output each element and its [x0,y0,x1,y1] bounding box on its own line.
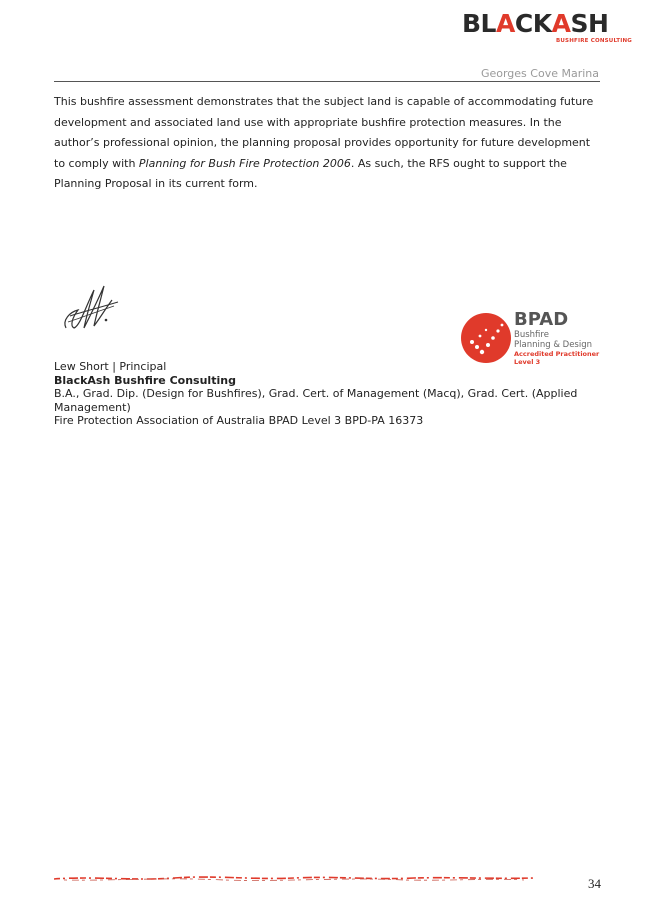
author-block [54,360,599,428]
author-name: Lew Short | Principal [54,360,167,373]
footer-ember-strip [54,872,534,884]
bpad-line-bushfire: Bushfire [514,330,549,340]
page-number: 34 [588,876,601,891]
author-accreditation: Fire Protection Association of Australia BPAD Level 3 BPD-PA 16373 [54,414,424,427]
header-divider [54,81,600,82]
logo-wordmark: BLACKASH [462,9,609,38]
bpad-emblem-icon [460,312,512,364]
signature-image [60,276,122,336]
conclusion-paragraph: This bushfire assessment demonstrates that the subject land is capable of accommodating future development and associated land use with appropriate bushfire protection measures. In the author’s professional opinion, the planning proposal provides opportunity for future development to comply with Planning for Bush Fire Protection 2006. As such, the RFS ought to support the Planning Proposal in its current form. [54,95,594,190]
logo-tagline: BUSHFIRE CONSULTING [556,38,632,44]
bpad-line-planning: Planning & Design [514,340,592,350]
bpad-line-accredited: Accredited Practitioner [514,350,600,358]
bpad-title: BPAD [514,309,569,330]
author-company: BlackAsh Bushfire Consulting [54,373,236,387]
document-header-title: Georges Cove Marina [480,67,599,80]
blackash-logo [462,10,634,46]
author-qualifications: B.A., Grad. Dip. (Design for Bushfires), Grad. Cert. of Management (Macq), Grad. Cert. (Applied Management) [54,387,578,414]
bpad-line-level: Level 3 [514,358,541,366]
